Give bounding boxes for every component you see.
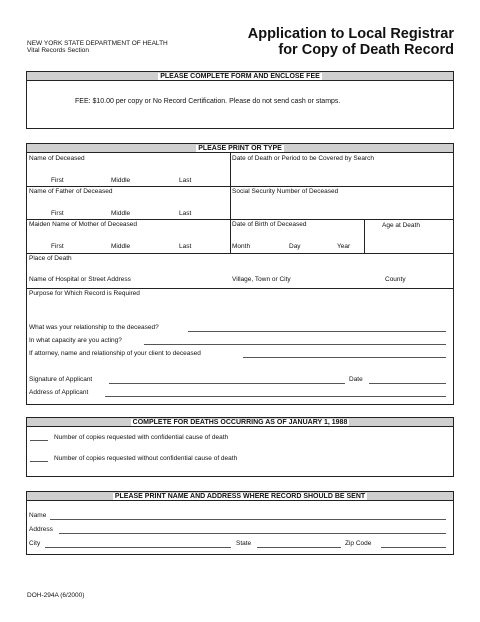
- ssn-label: Social Security Number of Deceased: [232, 188, 339, 195]
- send-name-label: Name: [29, 512, 47, 519]
- capacity-label: In what capacity are you acting?: [29, 337, 122, 344]
- county-sublabel: County: [385, 276, 406, 283]
- last-sublabel: Last: [179, 210, 192, 217]
- middle-sublabel: Middle: [111, 243, 131, 250]
- middle-sublabel: Middle: [111, 210, 131, 217]
- date-label: Date: [349, 376, 363, 383]
- name-of-deceased-label: Name of Deceased: [29, 155, 85, 162]
- fee-section-heading-band: [27, 72, 453, 81]
- deaths-1988-section: [26, 417, 454, 477]
- mother-maiden-name-label: Maiden Name of Mother of Deceased: [29, 221, 138, 228]
- send-state-label: State: [236, 540, 252, 547]
- date-field[interactable]: [369, 383, 446, 384]
- send-zip-label: Zip Code: [345, 540, 372, 547]
- fee-section-heading: PLEASE COMPLETE FORM AND ENCLOSE FEE: [160, 73, 320, 80]
- column-divider: [364, 219, 365, 253]
- last-sublabel: Last: [179, 243, 192, 250]
- copies-without-cause-field[interactable]: [30, 461, 48, 462]
- copies-with-cause-field[interactable]: [30, 440, 48, 441]
- section-name: Vital Records Section: [27, 47, 90, 54]
- form-id: DOH-294A (6/2000): [27, 592, 85, 599]
- date-of-birth-label: Date of Birth of Deceased: [232, 221, 307, 228]
- hospital-address-sublabel: Name of Hospital or Street Address: [29, 276, 131, 283]
- last-sublabel: Last: [179, 177, 192, 184]
- age-at-death-label: Age at Death: [382, 222, 420, 229]
- send-address-field[interactable]: [59, 533, 446, 534]
- fee-text: FEE: $10.00 per copy or No Record Certification. Please do not send cash or stamps.: [75, 98, 341, 105]
- date-of-death-field[interactable]: [232, 163, 452, 185]
- print-section-heading-band: [27, 144, 453, 153]
- village-town-city-sublabel: Village, Town or City: [232, 276, 291, 283]
- deaths-section-heading: COMPLETE FOR DEATHS OCCURRING AS OF JANUARY 1, 1988: [132, 419, 348, 426]
- send-section-heading-band: [27, 492, 453, 501]
- row-divider: [27, 186, 453, 187]
- copies-with-cause-label: Number of copies requested with confidential cause of death: [54, 434, 229, 441]
- signature-field[interactable]: [109, 383, 345, 384]
- send-city-label: City: [29, 540, 41, 547]
- purpose-field[interactable]: [29, 299, 449, 319]
- relationship-label: What was your relationship to the deceased?: [29, 324, 159, 331]
- father-name-label: Name of Father of Deceased: [29, 188, 113, 195]
- copies-without-cause-label: Number of copies requested without confidential cause of death: [54, 455, 238, 462]
- attorney-field[interactable]: [243, 357, 446, 358]
- month-sublabel: Month: [232, 243, 251, 250]
- relationship-field[interactable]: [188, 331, 446, 332]
- age-at-death-field[interactable]: [366, 231, 452, 251]
- year-sublabel: Year: [337, 243, 351, 250]
- form-title-line2: for Copy of Death Record: [278, 42, 454, 58]
- purpose-label: Purpose for Which Record is Required: [29, 290, 140, 297]
- mother-maiden-name-field[interactable]: [29, 229, 229, 243]
- date-of-death-label: Date of Death or Period to be Covered by Search: [232, 155, 374, 162]
- row-divider: [27, 288, 453, 289]
- print-or-type-section: [26, 143, 454, 405]
- send-address-label: Address: [29, 526, 53, 533]
- form-title-line1: Application to Local Registrar: [247, 26, 454, 42]
- send-section-heading: PLEASE PRINT NAME AND ADDRESS WHERE RECORD SHOULD BE SENT: [114, 493, 366, 500]
- first-sublabel: First: [51, 210, 64, 217]
- place-of-death-label: Place of Death: [29, 255, 72, 262]
- row-divider: [27, 253, 453, 254]
- place-of-death-field[interactable]: [29, 263, 449, 275]
- fee-section: [26, 71, 454, 129]
- deaths-section-heading-band: [27, 418, 453, 427]
- middle-sublabel: Middle: [111, 177, 131, 184]
- send-record-to-section: [26, 491, 454, 555]
- ssn-field[interactable]: [232, 196, 452, 218]
- print-section-heading: PLEASE PRINT OR TYPE: [198, 145, 282, 152]
- attorney-label: If attorney, name and relationship of your client to deceased: [29, 350, 201, 357]
- date-of-birth-field[interactable]: [232, 229, 362, 243]
- applicant-address-field[interactable]: [105, 396, 446, 397]
- send-state-field[interactable]: [257, 547, 341, 548]
- applicant-address-label: Address of Applicant: [29, 389, 89, 396]
- send-zip-field[interactable]: [381, 547, 446, 548]
- first-sublabel: First: [51, 243, 64, 250]
- father-name-field[interactable]: [29, 196, 229, 210]
- row-divider: [27, 219, 453, 220]
- send-city-field[interactable]: [45, 547, 231, 548]
- day-sublabel: Day: [289, 243, 301, 250]
- capacity-field[interactable]: [144, 344, 446, 345]
- column-divider: [230, 153, 231, 253]
- send-name-field[interactable]: [50, 519, 446, 520]
- signature-label: Signature of Applicant: [29, 376, 93, 383]
- first-sublabel: First: [51, 177, 64, 184]
- department-name: NEW YORK STATE DEPARTMENT OF HEALTH: [27, 40, 168, 47]
